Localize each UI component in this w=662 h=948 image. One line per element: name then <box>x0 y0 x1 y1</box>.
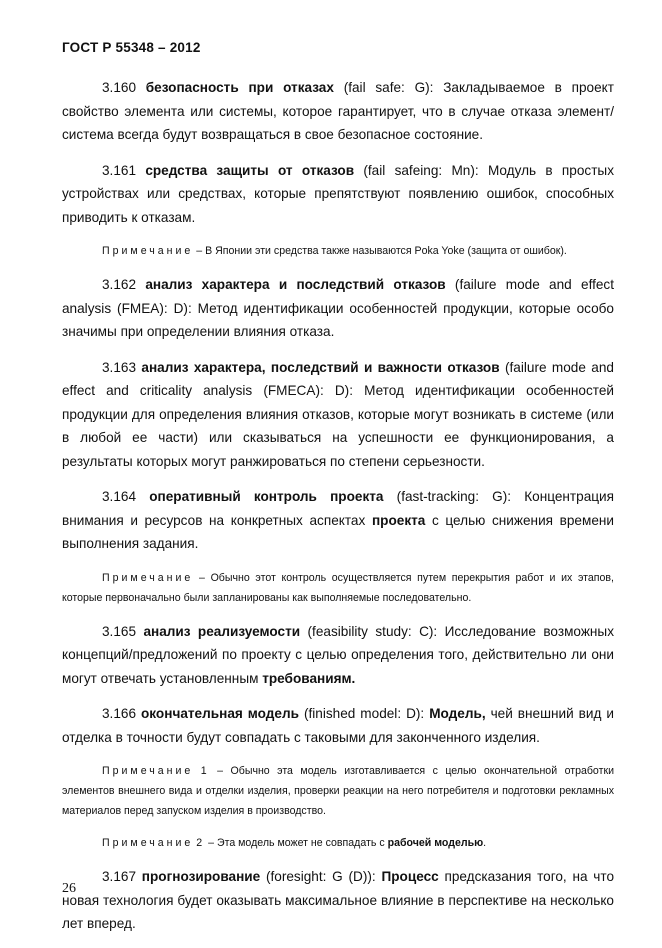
note-label: Примечание <box>102 245 194 257</box>
note-paragraph: Примечание – Обычно этот контроль осуществляется путем перекрытия работ и их этапов, которые первоначально были запланированы как выполняемые последовательно. <box>62 571 614 604</box>
term-name: рабочей моделью <box>387 837 484 849</box>
term-name: оперативный контроль проекта <box>149 489 384 504</box>
term-name: безопасность при отказах <box>145 80 334 95</box>
term-name: прогнозирование <box>141 869 261 884</box>
page-number: 26 <box>62 881 76 896</box>
term-definition: 3.160 безопасность при отказах (fail safe: G): Закладываемое в проект свойство элемента или системы, которое гарантирует, что в случае отказа элемент/система всегда будут возвращаться в свое безопасное состояние. <box>62 80 615 142</box>
note-paragraph: Примечание – В Японии эти средства также называются Poka Yoke (защита от ошибок). <box>102 245 567 257</box>
note-number: 2 <box>196 837 206 849</box>
term-name: анализ характера и последствий отказов <box>145 277 446 292</box>
note-number: 1 <box>200 765 210 777</box>
document-header: ГОСТ Р 55348 – 2012 <box>62 40 201 55</box>
term-definition: 3.166 окончательная модель (finished model: D): Модель, чей внешний вид и отделка в точности будут совпадать с таковыми для законченного изделия. <box>62 706 614 745</box>
term-name: анализ характера, последствий и важности отказов <box>141 359 500 375</box>
term-name: средства защиты от отказов <box>145 162 355 178</box>
note-paragraph: Примечание 1 – Обычно эта модель изготавливается с целью окончательной отработки элементов внешнего вида и отделки изделия, проверки реакции на него потребителя и подготовки рекламных материалов перед запуском изделия в производство. <box>62 765 614 817</box>
term-definition: 3.164 оперативный контроль проекта (fast-tracking: G): Концентрация внимания и ресурсов на конкретных аспектах проекта с целью снижения времени выполнения задания. <box>62 489 615 551</box>
term-name: анализ реализуемости <box>143 623 301 639</box>
document-body <box>62 76 614 948</box>
note-paragraph: Примечание 2 – Эта модель может не совпадать с рабочей моделью. <box>102 837 487 849</box>
term-definition: 3.165 анализ реализуемости (feasibility study: C): Исследование возможных концепций/предложений по проекту с целью определения того, действительно ли они могут отвечать установленным требованиям. <box>62 623 614 686</box>
term-definition: 3.163 анализ характера, последствий и важности отказов (failure mode and effect and criticality analysis (FMECA): D): Метод идентификации особенностей продукции для определения влияния отказов, которые могут возникать в системе (или в любой ее части) или сказываться на успешности ее функционирования, а результаты которых могут ранжироваться по степени серьезности. <box>62 359 614 469</box>
term-definition: 3.161 средства защиты от отказов (fail safeing: Mn): Модуль в простых устройствах или средствах, которые препятствуют появлению ошибок, способных приводить к отказам. <box>62 162 614 225</box>
note-label: Примечание <box>102 571 194 584</box>
note-label: Примечание <box>102 765 194 777</box>
term-definition: 3.162 анализ характера и последствий отказов (failure mode and effect analysis (FMEA): D): Метод идентификации особенностей продукции, которые особо значимы при определении влияния отказа. <box>62 277 615 339</box>
term-name: Процесс <box>381 869 439 884</box>
term-name: требованиям. <box>262 670 356 686</box>
term-definition: 3.167 прогнозирование (foresight: G (D)): Процесс предсказания того, на что новая технология будет оказывать максимальное влияние в перспективе на несколько лет вперед. <box>62 869 615 931</box>
term-name: Модель, <box>429 706 486 721</box>
term-name: окончательная модель <box>141 706 299 721</box>
term-name: проекта <box>371 512 426 528</box>
note-label: Примечание <box>102 837 194 849</box>
